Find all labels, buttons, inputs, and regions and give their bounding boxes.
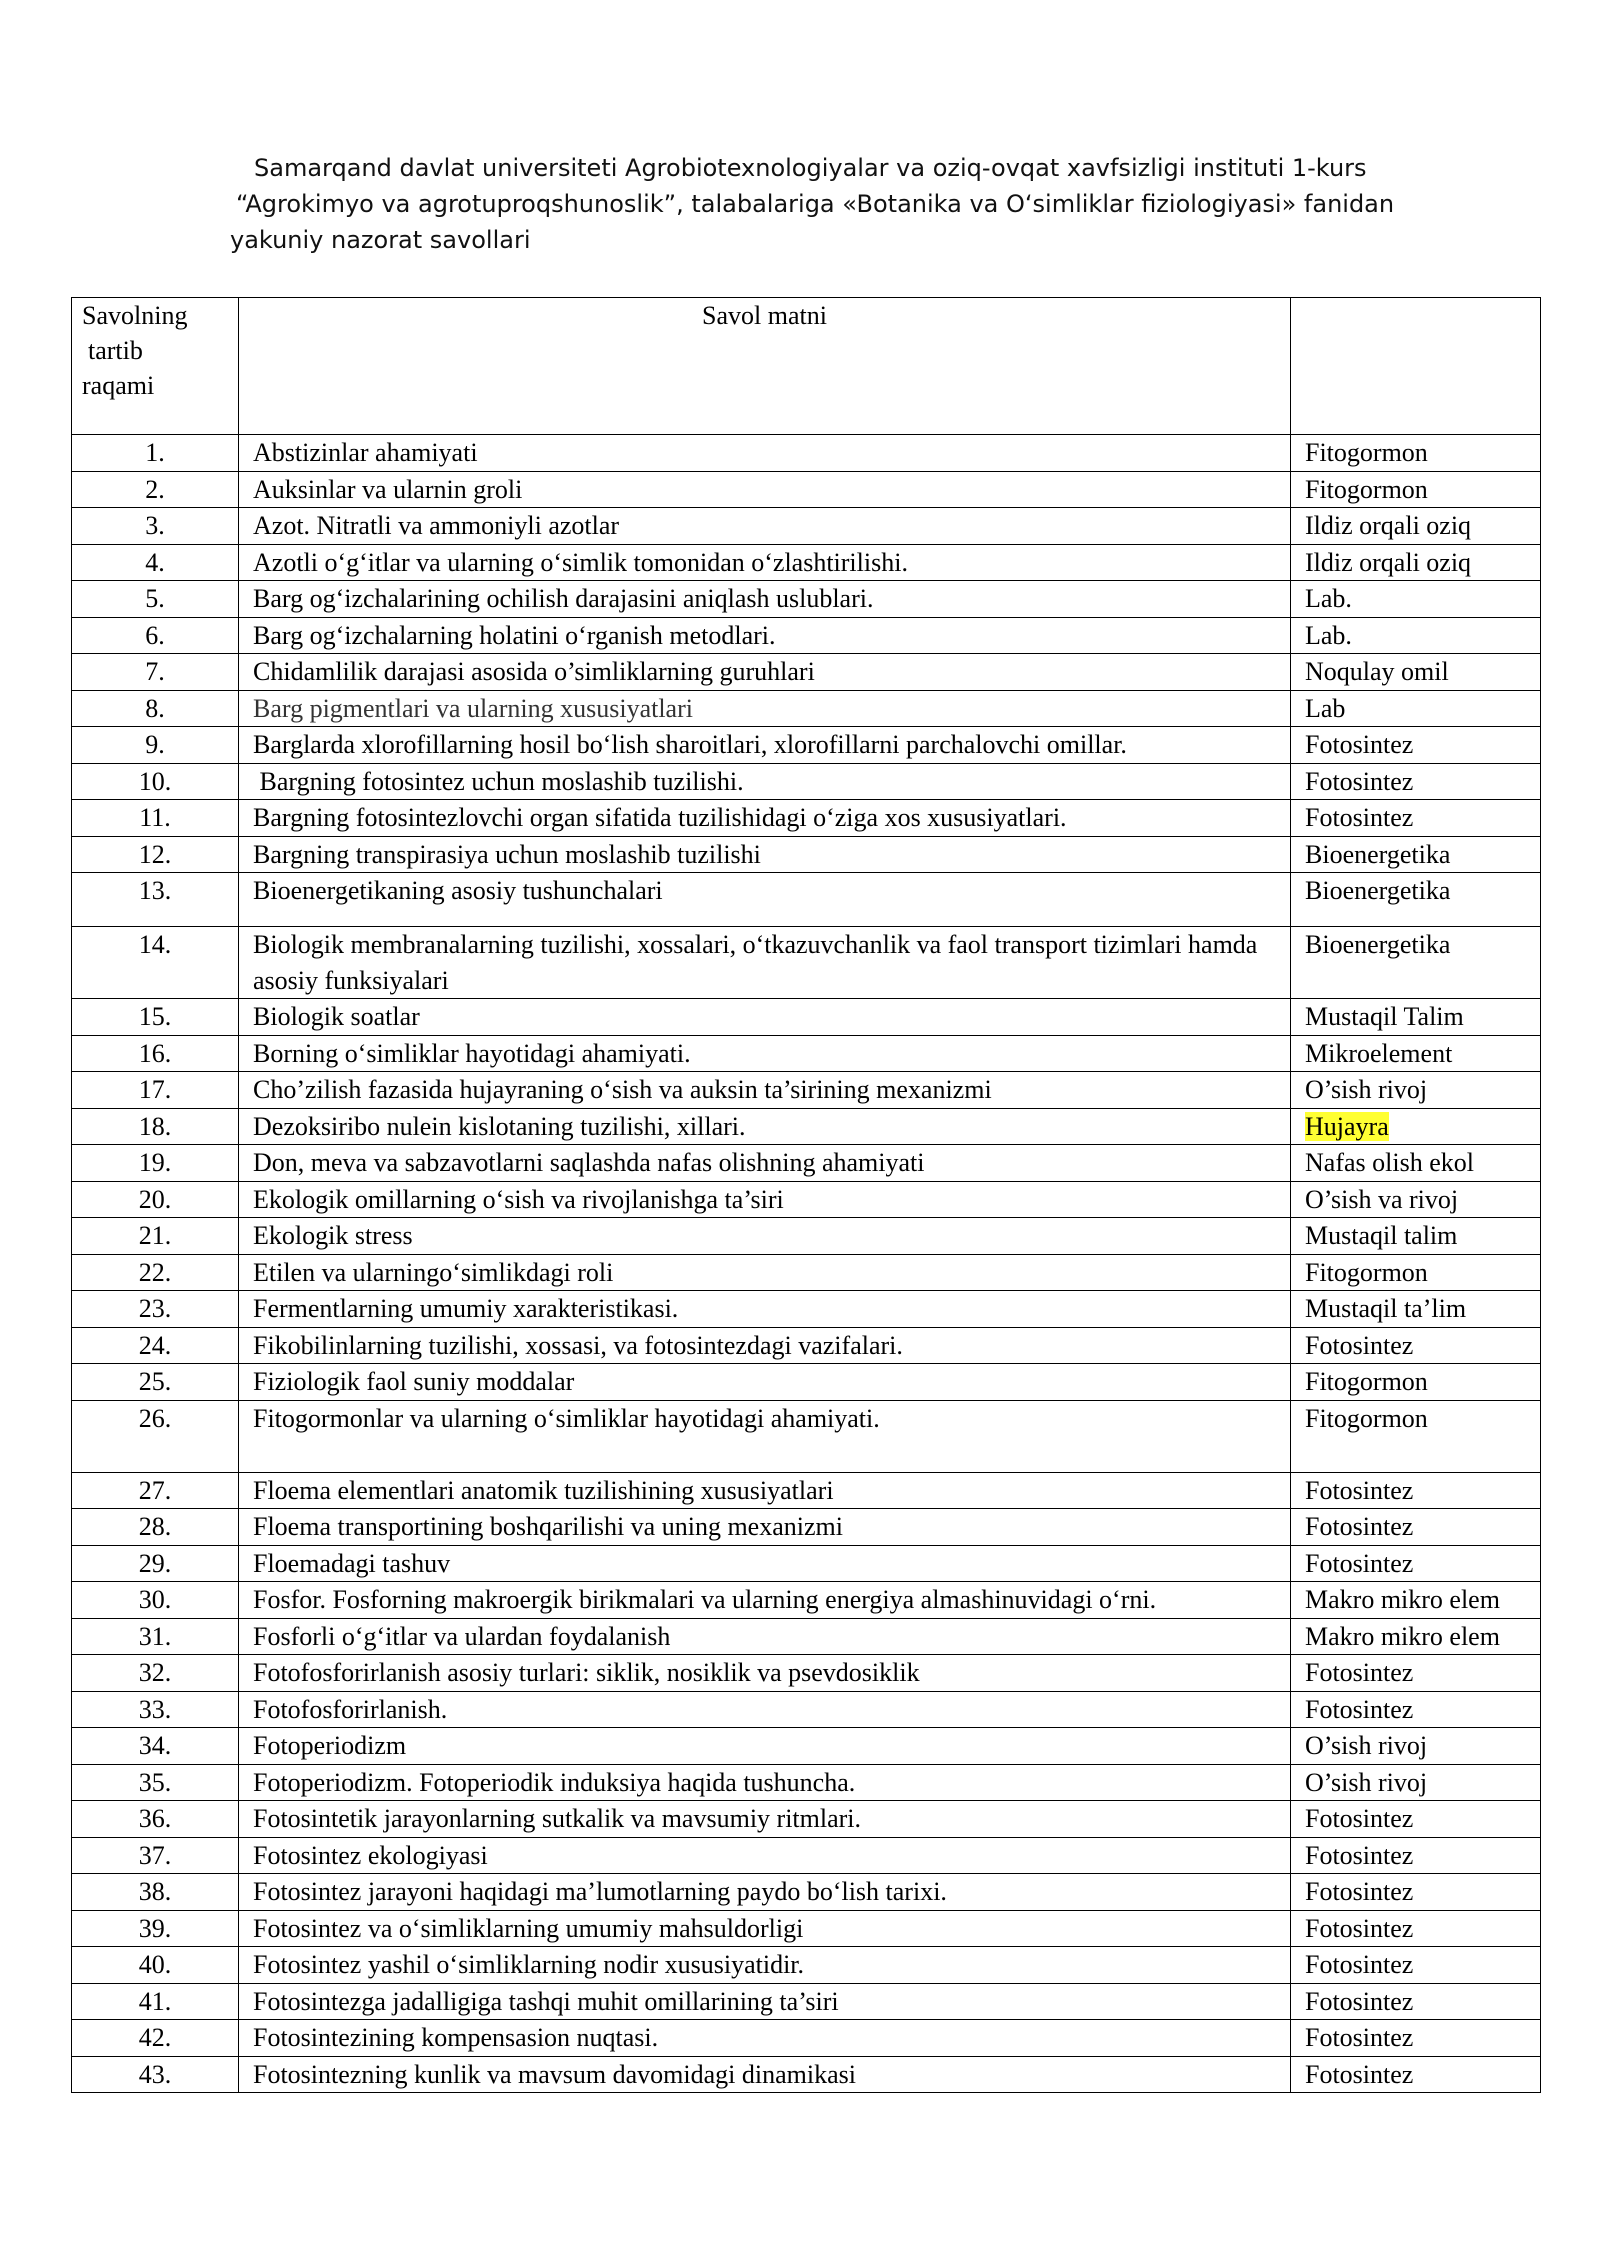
table-row (72, 435, 1541, 472)
question-topic: O’sish rivoj (1291, 1072, 1541, 1109)
table-row (72, 1509, 1541, 1546)
question-topic: Fitogormon (1291, 435, 1541, 472)
question-topic: Fitogormon (1291, 1364, 1541, 1401)
question-text: Chidamlilik darajasi asosida o’simliklarning guruhlari (239, 654, 1291, 691)
table-row (72, 1947, 1541, 1984)
question-text: Dezoksiribo nulein kislotaning tuzilishi, xillari. (239, 1108, 1291, 1145)
question-number: 18. (72, 1108, 239, 1145)
table-row (72, 836, 1541, 873)
question-text: Bargning transpirasiya uchun moslashib tuzilishi (239, 836, 1291, 873)
table-row (72, 581, 1541, 618)
question-number: 22. (72, 1254, 239, 1291)
table-row (72, 1910, 1541, 1947)
question-topic: Ildiz orqali oziq (1291, 508, 1541, 545)
table-row (72, 1035, 1541, 1072)
table-row (72, 1254, 1541, 1291)
question-number: 23. (72, 1291, 239, 1328)
table-row (72, 1764, 1541, 1801)
question-number: 40. (72, 1947, 239, 1984)
table-header-row (72, 298, 1541, 435)
question-text: Fotosintez ekologiyasi (239, 1837, 1291, 1874)
question-text: Fotosintezining kompensasion nuqtasi. (239, 2020, 1291, 2057)
table-row (72, 1801, 1541, 1838)
question-topic: Mustaqil talim (1291, 1218, 1541, 1255)
question-number: 11. (72, 800, 239, 837)
question-text: Fotoperiodizm (239, 1728, 1291, 1765)
question-text: Abstizinlar ahamiyati (239, 435, 1291, 472)
table-row (72, 617, 1541, 654)
question-text: Azot. Nitratli va ammoniyli azotlar (239, 508, 1291, 545)
table-row (72, 1837, 1541, 1874)
table-row (72, 1400, 1541, 1472)
question-number: 10. (72, 763, 239, 800)
question-text: Ekologik omillarning o‘sish va rivojlanishga ta’siri (239, 1181, 1291, 1218)
question-topic: Mikroelement (1291, 1035, 1541, 1072)
question-topic: Makro mikro elem (1291, 1582, 1541, 1619)
question-topic: Fotosintez (1291, 1983, 1541, 2020)
questions-table (71, 297, 1541, 2093)
question-number: 3. (72, 508, 239, 545)
question-number: 35. (72, 1764, 239, 1801)
table-row (72, 727, 1541, 764)
table-row (72, 1364, 1541, 1401)
question-topic: Fotosintez (1291, 1327, 1541, 1364)
question-topic: Lab (1291, 690, 1541, 727)
table-row (72, 1218, 1541, 1255)
question-topic: Mustaqil ta’lim (1291, 1291, 1541, 1328)
question-text: Bargning fotosintez uchun moslashib tuzilishi. (239, 763, 1291, 800)
question-number: 15. (72, 999, 239, 1036)
question-number: 36. (72, 1801, 239, 1838)
question-text: Fosfor. Fosforning makroergik birikmalari va ularning energiya almashinuvidagi o‘rni. (239, 1582, 1291, 1619)
question-topic: Makro mikro elem (1291, 1618, 1541, 1655)
table-row (72, 1691, 1541, 1728)
question-number: 34. (72, 1728, 239, 1765)
question-number: 12. (72, 836, 239, 873)
question-number: 37. (72, 1837, 239, 1874)
question-text: Floema transportining boshqarilishi va uning mexanizmi (239, 1509, 1291, 1546)
table-row (72, 763, 1541, 800)
question-number: 29. (72, 1545, 239, 1582)
question-topic: Fotosintez (1291, 2020, 1541, 2057)
question-text: Bioenergetikaning asosiy tushunchalari (239, 873, 1291, 927)
question-number: 42. (72, 2020, 239, 2057)
column-header-topic (1291, 298, 1541, 435)
heading-line-3: yakuniy nazorat savollari (230, 226, 531, 254)
table-row (72, 1327, 1541, 1364)
question-topic: Fotosintez (1291, 1947, 1541, 1984)
heading-line-1: Samarqand davlat universiteti Agrobiotexnologiyalar va oziq-ovqat xavfsizligi instituti 1-kurs (254, 154, 1367, 182)
question-number: 27. (72, 1472, 239, 1509)
question-text: Cho’zilish fazasida hujayraning o‘sish va auksin ta’sirining mexanizmi (239, 1072, 1291, 1109)
question-text: Floemadagi tashuv (239, 1545, 1291, 1582)
question-text: Etilen va ularningo‘simlikdagi roli (239, 1254, 1291, 1291)
question-number: 24. (72, 1327, 239, 1364)
question-topic: Fotosintez (1291, 1910, 1541, 1947)
question-text: Fotosintez jarayoni haqidagi ma’lumotlarning paydo bo‘lish tarixi. (239, 1874, 1291, 1911)
table-row (72, 1108, 1541, 1145)
question-topic: Bioenergetika (1291, 836, 1541, 873)
question-number: 4. (72, 544, 239, 581)
question-number: 25. (72, 1364, 239, 1401)
table-row (72, 873, 1541, 927)
question-number: 28. (72, 1509, 239, 1546)
column-header-number-line: Savolning (82, 301, 188, 330)
question-text: Biologik soatlar (239, 999, 1291, 1036)
question-number: 7. (72, 654, 239, 691)
question-number: 6. (72, 617, 239, 654)
question-text: Barg pigmentlari va ularning xususiyatlari (239, 690, 1291, 727)
question-text: Floema elementlari anatomik tuzilishining xususiyatlari (239, 1472, 1291, 1509)
question-topic: Fitogormon (1291, 471, 1541, 508)
column-header-number-line: raqami (82, 371, 155, 400)
question-topic: O’sish va rivoj (1291, 1181, 1541, 1218)
question-text: Fosforli o‘g‘itlar va ulardan foydalanish (239, 1618, 1291, 1655)
question-text: Azotli o‘g‘itlar va ularning o‘simlik tomonidan o‘zlashtirilishi. (239, 544, 1291, 581)
question-number: 41. (72, 1983, 239, 2020)
question-text: Barg og‘izchalarning holatini o‘rganish metodlari. (239, 617, 1291, 654)
table-row (72, 471, 1541, 508)
table-row (72, 690, 1541, 727)
question-topic: Fotosintez (1291, 800, 1541, 837)
question-text: Biologik membranalarning tuzilishi, xossalari, o‘tkazuvchanlik va faol transport tizimlari hamda asosiy funksiyalari (239, 927, 1291, 999)
table-row (72, 800, 1541, 837)
table-row (72, 508, 1541, 545)
table-row (72, 1728, 1541, 1765)
question-text: Barg og‘izchalarining ochilish darajasini aniqlash uslublari. (239, 581, 1291, 618)
table-row (72, 927, 1541, 999)
question-text: Ekologik stress (239, 1218, 1291, 1255)
table-row (72, 1874, 1541, 1911)
question-number: 5. (72, 581, 239, 618)
column-header-number (72, 298, 239, 435)
question-topic: Fotosintez (1291, 1837, 1541, 1874)
table-row (72, 1582, 1541, 1619)
question-text: Bargning fotosintezlovchi organ sifatida tuzilishidagi o‘ziga xos xususiyatlari. (239, 800, 1291, 837)
question-number: 16. (72, 1035, 239, 1072)
table-row (72, 1072, 1541, 1109)
question-topic: Ildiz orqali oziq (1291, 544, 1541, 581)
table-row (72, 654, 1541, 691)
question-number: 33. (72, 1691, 239, 1728)
table-row (72, 1618, 1541, 1655)
question-number: 43. (72, 2056, 239, 2093)
question-text: Barglarda xlorofillarning hosil bo‘lish sharoitlari, xlorofillarni parchalovchi omillar. (239, 727, 1291, 764)
question-number: 30. (72, 1582, 239, 1619)
question-topic: Fotosintez (1291, 1545, 1541, 1582)
question-topic: Mustaqil Talim (1291, 999, 1541, 1036)
table-row (72, 999, 1541, 1036)
question-topic: Fotosintez (1291, 1472, 1541, 1509)
question-text: Borning o‘simliklar hayotidagi ahamiyati. (239, 1035, 1291, 1072)
question-topic: Fotosintez (1291, 1874, 1541, 1911)
question-number: 2. (72, 471, 239, 508)
question-topic: O’sish rivoj (1291, 1764, 1541, 1801)
question-number: 17. (72, 1072, 239, 1109)
question-number: 21. (72, 1218, 239, 1255)
question-text: Fotoperiodizm. Fotoperiodik induksiya haqida tushuncha. (239, 1764, 1291, 1801)
question-topic: Fotosintez (1291, 2056, 1541, 2093)
question-number: 9. (72, 727, 239, 764)
table-row (72, 1145, 1541, 1182)
question-topic: Bioenergetika (1291, 927, 1541, 999)
question-text: Fiziologik faol suniy moddalar (239, 1364, 1291, 1401)
question-topic: Fitogormon (1291, 1400, 1541, 1472)
question-number: 8. (72, 690, 239, 727)
question-number: 32. (72, 1655, 239, 1692)
question-text: Fotofosforirlanish. (239, 1691, 1291, 1728)
column-header-question: Savol matni (239, 298, 1291, 435)
question-text: Fotosintez yashil o‘simliklarning nodir xususiyatidir. (239, 1947, 1291, 1984)
question-topic: Fotosintez (1291, 1509, 1541, 1546)
question-text: Fotosintez va o‘simliklarning umumiy mahsuldorligi (239, 1910, 1291, 1947)
question-topic: Fotosintez (1291, 727, 1541, 764)
question-topic (1291, 1108, 1541, 1145)
question-number: 1. (72, 435, 239, 472)
highlighted-topic: Hujayra (1305, 1111, 1389, 1141)
question-topic: O’sish rivoj (1291, 1728, 1541, 1765)
question-topic: Lab. (1291, 617, 1541, 654)
question-number: 39. (72, 1910, 239, 1947)
question-topic: Fotosintez (1291, 1801, 1541, 1838)
question-number: 13. (72, 873, 239, 927)
question-text: Fotosintezning kunlik va mavsum davomidagi dinamikasi (239, 2056, 1291, 2093)
column-header-number-line: tartib (88, 336, 143, 365)
question-topic: Fotosintez (1291, 1655, 1541, 1692)
question-text: Fikobilinlarning tuzilishi, xossasi, va fotosintezdagi vazifalari. (239, 1327, 1291, 1364)
question-topic: Noqulay omil (1291, 654, 1541, 691)
heading-line-2: “Agrokimyo va agrotuproqshunoslik”, talabalariga «Botanika va O‘simliklar fiziologiyasi» fanidan (236, 190, 1395, 218)
question-text: Fotofosforirlanish asosiy turlari: siklik, nosiklik va psevdosiklik (239, 1655, 1291, 1692)
question-number: 38. (72, 1874, 239, 1911)
table-row (72, 1545, 1541, 1582)
table-row (72, 544, 1541, 581)
table-row (72, 1291, 1541, 1328)
question-topic: Fotosintez (1291, 763, 1541, 800)
table-row (72, 2056, 1541, 2093)
question-topic: Nafas olish ekol (1291, 1145, 1541, 1182)
question-topic: Fotosintez (1291, 1691, 1541, 1728)
question-text: Fitogormonlar va ularning o‘simliklar hayotidagi ahamiyati. (239, 1400, 1291, 1472)
question-topic: Fitogormon (1291, 1254, 1541, 1291)
table-row (72, 1181, 1541, 1218)
question-number: 31. (72, 1618, 239, 1655)
table-row (72, 2020, 1541, 2057)
question-topic: Lab. (1291, 581, 1541, 618)
question-number: 20. (72, 1181, 239, 1218)
question-number: 26. (72, 1400, 239, 1472)
question-text: Fermentlarning umumiy xarakteristikasi. (239, 1291, 1291, 1328)
question-text: Fotosintezga jadalligiga tashqi muhit omillarining ta’siri (239, 1983, 1291, 2020)
question-number: 19. (72, 1145, 239, 1182)
question-text: Auksinlar va ularnin groli (239, 471, 1291, 508)
table-row (72, 1983, 1541, 2020)
table-row (72, 1655, 1541, 1692)
document-heading (230, 150, 1430, 258)
question-topic: Bioenergetika (1291, 873, 1541, 927)
question-number: 14. (72, 927, 239, 999)
question-text: Don, meva va sabzavotlarni saqlashda nafas olishning ahamiyati (239, 1145, 1291, 1182)
question-text: Fotosintetik jarayonlarning sutkalik va mavsumiy ritmlari. (239, 1801, 1291, 1838)
table-row (72, 1472, 1541, 1509)
